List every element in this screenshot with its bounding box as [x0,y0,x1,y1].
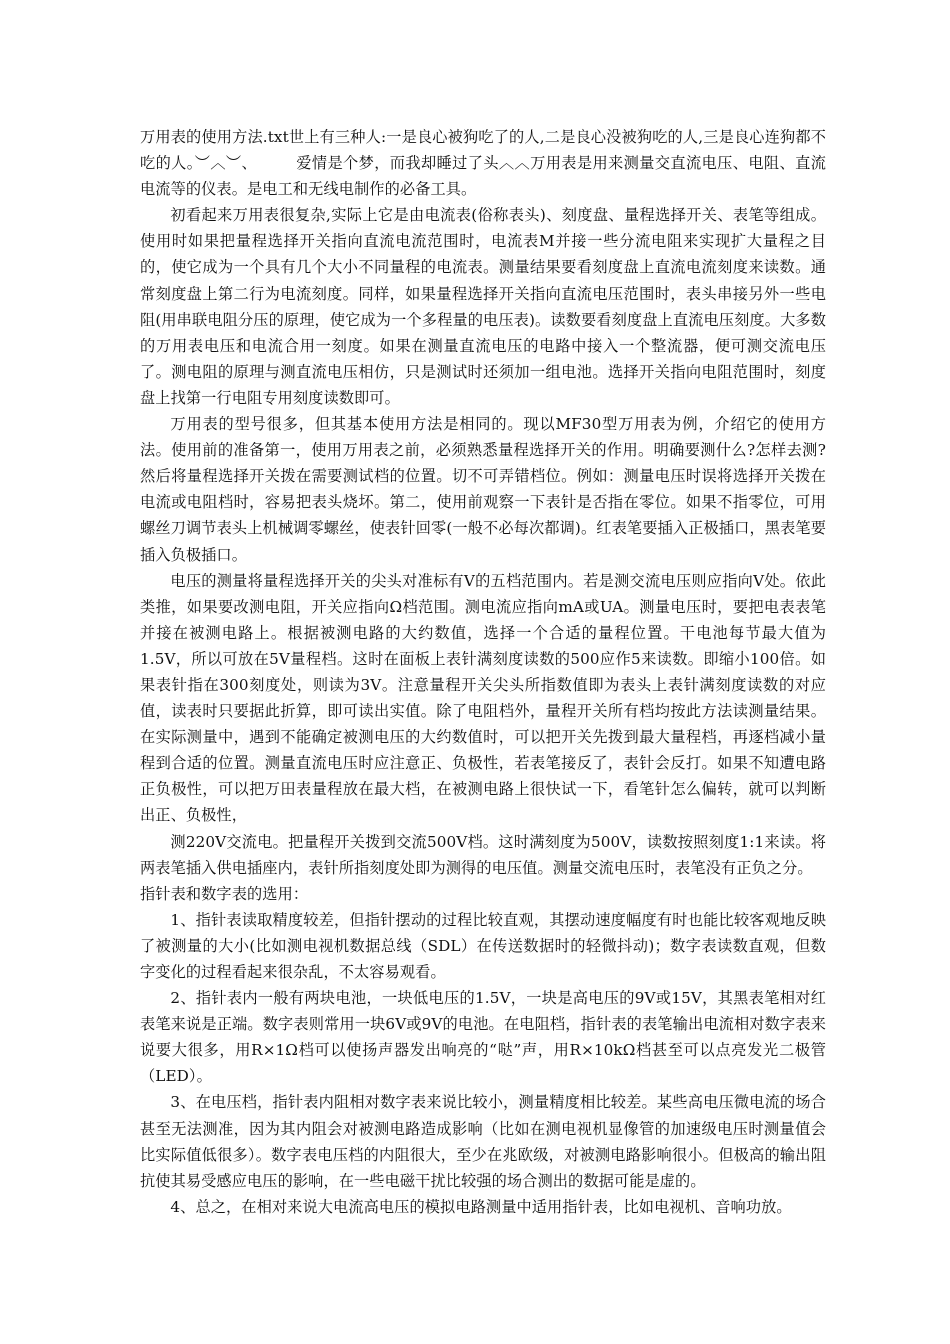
document-body [140,124,826,1220]
paragraph-preparation: 万用表的型号很多，但其基本使用方法是相同的。现以MF30型万用表为例，介绍它的使用方法。使用前的准备第一，使用万用表之前，必须熟悉量程选择开关的作用。明确要测什么?怎样去测?然后将量程选择开关拨在需要测试档的位置。切不可弄错档位。例如：测量电压时误将选择开关拨在电流或电阻档时，容易把表头烧坏。第二，使用前观察一下表针是否指在零位。如果不指零位，可用螺丝刀调节表头上机械调零螺丝，使表针回零(一般不必每次都调)。红表笔要插入正极插口，黑表笔要插入负极插口。 [140,415,826,564]
list-item-2: 2、指针表内一般有两块电池，一块低电压的1.5V，一块是高电压的9V或15V，其黑表笔相对红表笔来说是正端。数字表则常用一块6V或9V的电池。在电阻档，指针表的表笔输出电流相对数字表来说要大很多，用R×1Ω档可以使扬声器发出响亮的“哒”声，用R×10kΩ档甚至可以点亮发光二极管（LED）。 [140,989,826,1086]
paragraph-intro: 万用表的使用方法.txt世上有三种人:一是良心被狗吃了的人,二是良心没被狗吃的人,三是良心连狗都不吃的人。︶︿︶、 爱情是个梦，而我却睡过了头︿︿万用表是用来测量交直流电压、电阻、直流电流等的仪表。是电工和无线电制作的必备工具。 [140,128,826,199]
paragraph-structure: 初看起来万用表很复杂,实际上它是由电流表(俗称表头)、刻度盘、量程选择开关、表笔等组成。使用时如果把量程选择开关指向直流电流范围时，电流表M并接一些分流电阻来实现扩大量程之目的，使它成为一个具有几个大小不同量程的电流表。测量结果要看刻度盘上直流电流刻度来读数。通常刻度盘上第二行为电流刻度。同样，如果量程选择开关指向直流电压范围时，表头串接另外一些电阻(用串联电阻分压的原理，使它成为一个多程量的电压表)。读数要看刻度盘上直流电压刻度。大多数的万用表电压和电流合用一刻度。如果在测量直流电压的电路中接入一个整流器，便可测交流电压了。测电阻的原理与测直流电压相仿，只是测试时还须加一组电池。选择开关指向电阻范围时，刻度盘上找第一行电阻专用刻度读数即可。 [140,206,826,407]
list-item-4: 4、总之，在相对来说大电流高电压的模拟电路测量中适用指针表，比如电视机、音响功放。 [170,1197,792,1216]
list-item-1: 1、指针表读取精度较差，但指针摆动的过程比较直观，其摆动速度幅度有时也能比较客观地反映了被测量的大小(比如测电视机数据总线（SDL）在传送数据时的轻微抖动)；数字表读数直观，但数字变化的过程看起来很杂乱，不太容易观看。 [140,910,826,981]
paragraph-ac-220v: 测220V交流电。把量程开关拨到交流500V档。这时满刻度为500V，读数按照刻度1:1来读。将两表笔插入供电插座内，表针所指刻度处即为测得的电压值。测量交流电压时，表笔没有正负之分。 [140,832,826,877]
list-item-3: 3、在电压档，指针表内阻相对数字表来说比较小，测量精度相比较差。某些高电压微电流的场合甚至无法测准，因为其内阻会对被测电路造成影响（比如在测电视机显像管的加速级电压时测量值会比实际值低很多）。数字表电压档的内阻很大，至少在兆欧级，对被测电路影响很小。但极高的输出阻抗使其易受感应电压的影响，在一些电磁干扰比较强的场合测出的数据可能是虚的。 [140,1093,826,1190]
paragraph-voltage-measurement: 电压的测量将量程选择开关的尖头对准标有V的五档范围内。若是测交流电压则应指向V处。依此类推，如果要改测电阻，开关应指向Ω档范围。测电流应指向mA或UA。测量电压时，要把电表表笔并接在被测电路上。根据被测电路的大约数值，选择一个合适的量程位置。干电池每节最大值为1.5V，所以可放在5V量程档。这时在面板上表针满刻度读数的500应作5来读数。即缩小100倍。如果表针指在300刻度处，则读为3V。注意量程开关尖头所指数值即为表头上表针满刻度读数的对应值，读表时只要据此折算，即可读出实值。除了电阻档外，量程开关所有档均按此方法读测量结果。在实际测量中，遇到不能确定被测电压的大约数值时，可以把开关先拨到最大量程档，再逐档减小量程到合适的位置。测量直流电压时应注意正、负极性，若表笔接反了，表针会反打。如果不知遭电路正负极性，可以把万田表量程放在最大档，在被测电路上很快试一下，看笔针怎么偏转，就可以判断出正、负极性， [140,571,826,825]
section-heading-selection: 指针表和数字表的选用： [140,884,309,903]
